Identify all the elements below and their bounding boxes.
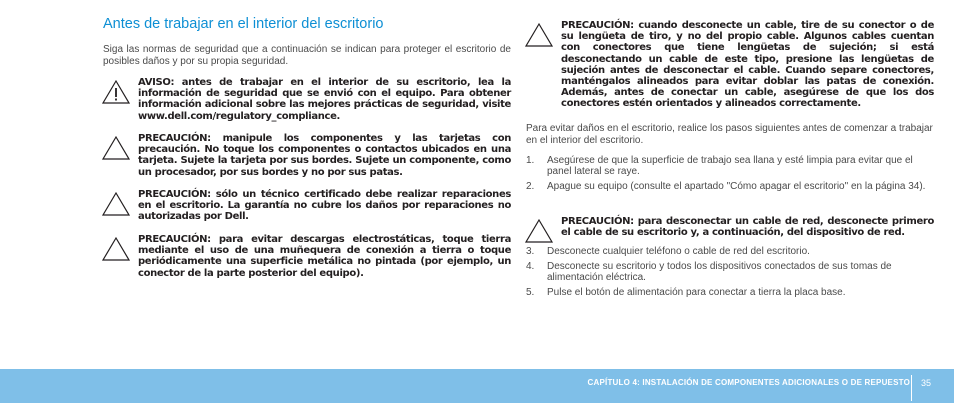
step-number: 4. [526,261,535,272]
step-text: Apague su equipo (consulte el apartado "Cómo apagar el escritorio" en la página 34). [547,181,926,192]
step-number: 5. [526,287,535,298]
caution-note [526,216,934,244]
warning-note [103,77,511,122]
caution-note [103,234,511,279]
intro-paragraph: Siga las normas de seguridad que a continuación se indican para proteger el escritorio de posibles daños y por su propia seguridad. [103,44,511,67]
warning-icon [101,79,131,105]
caution-icon [101,135,131,161]
caution-note [103,133,511,178]
step-text: Desconecte su escritorio y todos los dispositivos conectados de sus tomas de alimentación eléctrica. [547,261,892,283]
list-item [526,287,934,298]
steps-intro-paragraph: Para evitar daños en el escritorio, realice los pasos siguientes antes de comenzar a trabajar en el interior del escritorio. [526,123,933,146]
section-heading: Antes de trabajar en el interior del escritorio [103,16,384,32]
caution-note-text: PRECAUCIÓN: sólo un técnico certificado debe realizar reparaciones en el escritorio. La garantía no cubre los daños por reparaciones no autorizadas por Dell. [138,189,511,223]
chapter-title: CAPÍTULO 4: INSTALACIÓN DE COMPONENTES ADICIONALES O DE REPUESTO [587,378,910,387]
caution-note-text: PRECAUCIÓN: para desconectar un cable de red, desconecte primero el cable de su escritorio y, a continuación, del dispositivo de red. [561,216,934,239]
step-number: 3. [526,246,535,257]
footer-divider [911,375,912,401]
caution-note-text: PRECAUCIÓN: para evitar descargas electrostáticas, toque tierra mediante el uso de una muñequera de conexión a tierra o toque periódicamente una superficie metálica no pintada (por ejemplo, un conector de la parte posterior del equipo). [138,234,511,279]
caution-note [103,189,511,223]
step-text: Asegúrese de que la superficie de trabajo sea llana y esté limpia para evitar que el panel lateral se raye. [547,155,913,177]
list-item [526,246,934,257]
list-item [526,261,934,283]
caution-note-text: PRECAUCIÓN: manipule los componentes y las tarjetas con precaución. No toque los componentes o contactos ubicados en una tarjeta. Sujete la tarjeta por sus bordes. Sujete un componente, como un procesador, por sus bordes y no por sus patas. [138,133,511,178]
caution-icon [101,236,131,262]
caution-note-text: PRECAUCIÓN: cuando desconecte un cable, tire de su conector o de su lengüeta de tiro, y no del propio cable. Algunos cables cuentan con conectores que tiene lengüetas de sujeción; si está desconectando un cable de este tipo, presione las lengüetas de sujeción antes de desconectar el cable. Cuando separe conectores, manténgalos alineados para evitar doblar las patas de conexión. Además, antes de conectar un cable, asegúrese de que los dos conectores estén orientados y alineados correctamente. [561,20,934,110]
step-number: 2. [526,181,535,192]
caution-icon [524,218,554,244]
list-item [526,181,934,192]
step-text: Desconecte cualquier teléfono o cable de red del escritorio. [547,246,810,257]
page-number: 35 [921,378,932,388]
list-item [526,155,934,177]
page-footer [0,369,954,403]
step-number: 1. [526,155,535,166]
caution-icon [524,22,554,48]
steps-list [526,246,934,302]
warning-note-text: AVISO: antes de trabajar en el interior de su escritorio, lea la información de seguridad que se envió con el equipo. Para obtener información adicional sobre las mejores prácticas de seguridad, visite www.dell.com/regulatory_compliance. [138,77,511,122]
caution-note [526,20,934,110]
step-text: Pulse el botón de alimentación para conectar a tierra la placa base. [547,287,846,298]
caution-icon [101,191,131,217]
steps-list [526,155,934,196]
